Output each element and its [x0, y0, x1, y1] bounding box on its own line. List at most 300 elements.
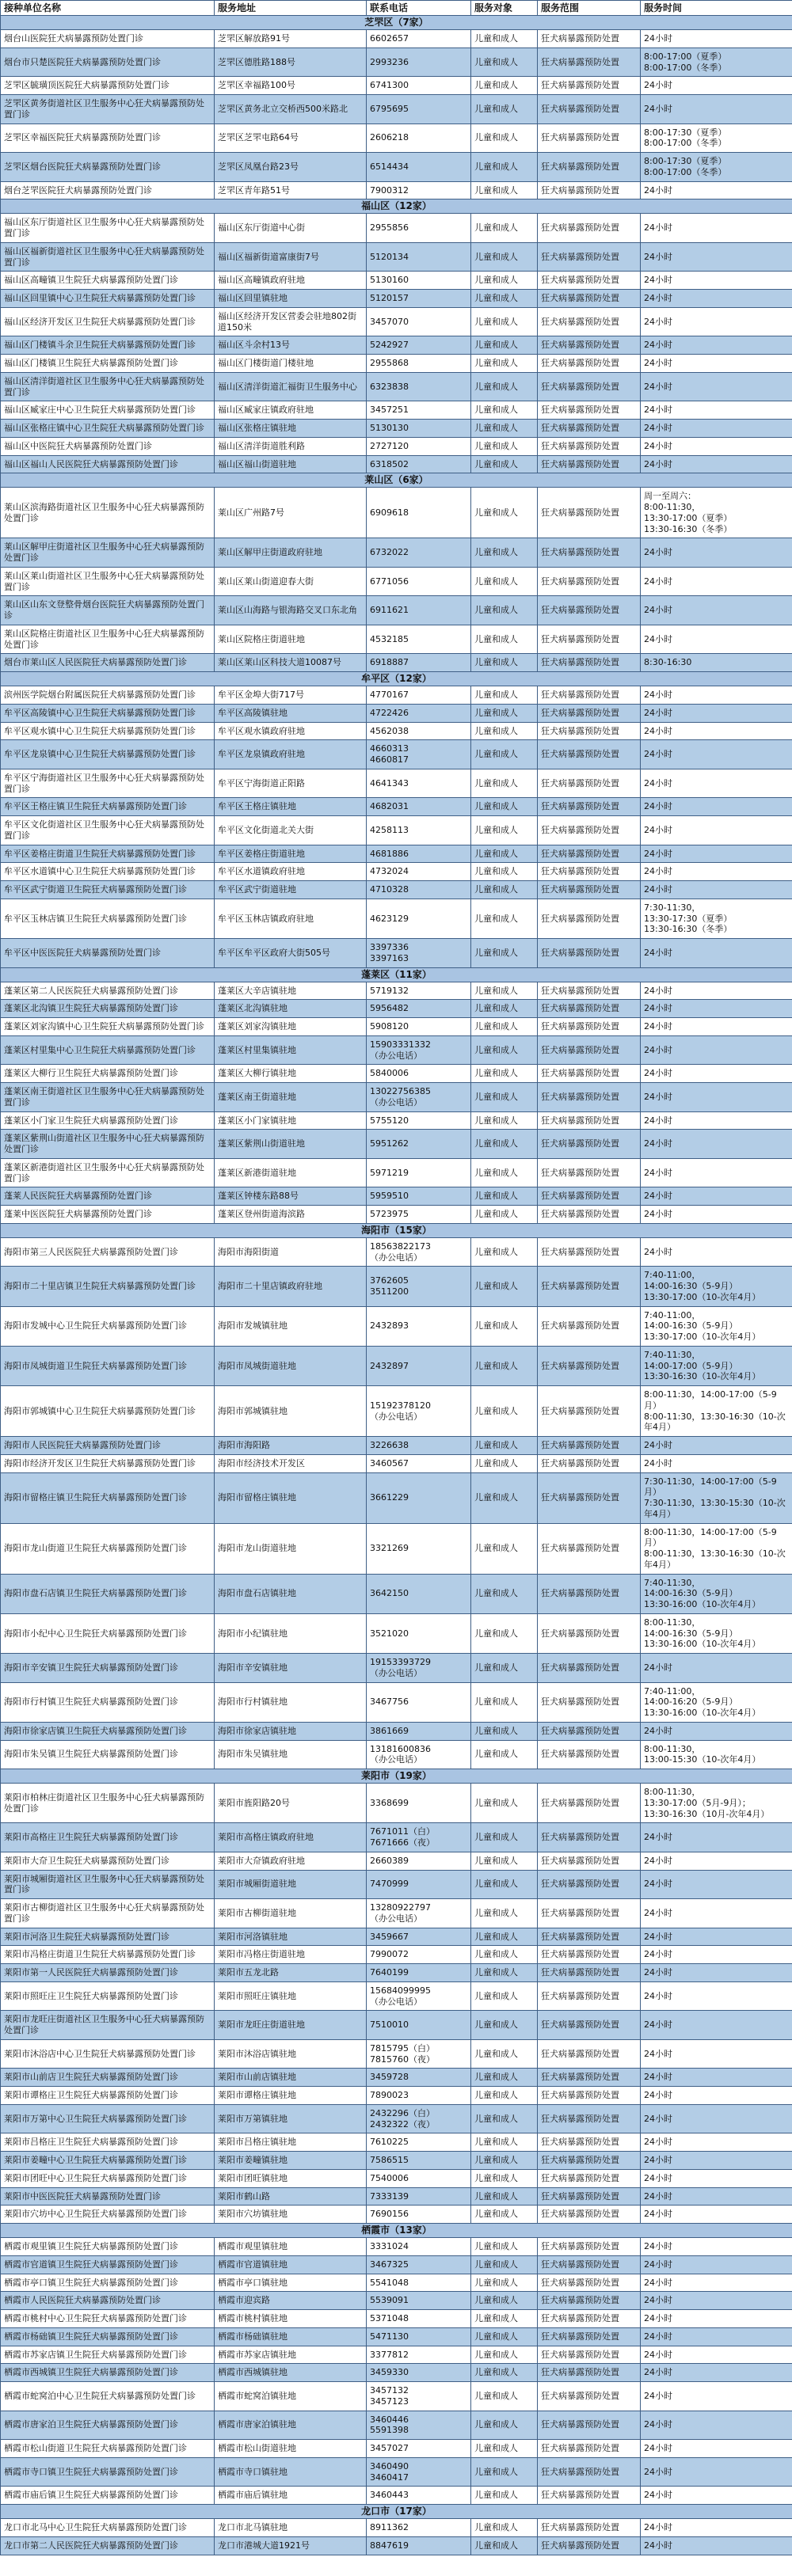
scope-cell: 狂犬病暴露预防处置: [538, 2206, 641, 2224]
target-cell: 儿童和成人: [471, 2382, 538, 2411]
scope-cell: 狂犬病暴露预防处置: [538, 272, 641, 290]
phone-cell: 6318502: [367, 455, 471, 473]
hours-cell: 24小时: [641, 77, 792, 95]
hours-cell: 24小时: [641, 401, 792, 420]
phone-cell: 4258113: [367, 816, 471, 845]
table-row: [1, 30, 792, 48]
phone-cell: 3457027: [367, 2440, 471, 2458]
address-cell: 牟平区高陵镇驻地: [215, 704, 367, 722]
unit-name-cell: 莱山区院格庄街道社区卫生服务中心狂犬病暴露预防处置门诊: [1, 625, 215, 654]
district-header-row: [1, 2224, 792, 2238]
scope-cell: 狂犬病暴露预防处置: [538, 625, 641, 654]
address-cell: 蓬莱区南王街道驻地: [215, 1083, 367, 1112]
table-row: [1, 153, 792, 182]
phone-cell: 8911362: [367, 2519, 471, 2537]
table-row: [1, 1386, 792, 1437]
address-cell: 蓬莱区登州街道海滨路: [215, 1206, 367, 1224]
hours-cell: 24小时: [641, 2327, 792, 2346]
table-row: [1, 272, 792, 290]
scope-cell: 狂犬病暴露预防处置: [538, 2327, 641, 2346]
table-row: [1, 1722, 792, 1740]
unit-name-cell: 牟平区水道镇中心卫生院狂犬病暴露预防处置门诊: [1, 863, 215, 881]
hours-cell: 24小时: [641, 290, 792, 308]
unit-name-cell: 栖霞市官道镇卫生院狂犬病暴露预防处置门诊: [1, 2255, 215, 2274]
target-cell: 儿童和成人: [471, 95, 538, 124]
unit-name-cell: 芝罘区黄务街道社区卫生服务中心狂犬病暴露预防处置门诊: [1, 95, 215, 124]
phone-cell: 3521020: [367, 1613, 471, 1653]
address-cell: 蓬莱区新港街道驻地: [215, 1158, 367, 1187]
address-cell: 栖霞市蛇窝泊镇驻地: [215, 2382, 367, 2411]
table-row: [1, 1267, 792, 1306]
address-cell: 芝罘区青年路51号: [215, 181, 367, 199]
address-cell: 莱阳市旌阳路20号: [215, 1784, 367, 1823]
phone-cell: 6741300: [367, 77, 471, 95]
address-cell: 莱阳市古柳街道驻地: [215, 1899, 367, 1928]
unit-name-cell: 莱阳市第一人民医院狂犬病暴露预防处置门诊: [1, 1964, 215, 1982]
address-cell: 海阳市海阳街道: [215, 1237, 367, 1267]
target-cell: 儿童和成人: [471, 123, 538, 153]
phone-cell: 4623129: [367, 899, 471, 938]
hours-cell: 24小时: [641, 2069, 792, 2087]
address-cell: 莱阳市照旺庄镇驻地: [215, 1981, 367, 2011]
target-cell: 儿童和成人: [471, 1928, 538, 1946]
unit-name-cell: 栖霞市西城镇卫生院狂犬病暴露预防处置门诊: [1, 2364, 215, 2382]
address-cell: 莱山区解甲庄街道政府驻地: [215, 538, 367, 568]
hours-cell: 24小时: [641, 1000, 792, 1018]
table-row: [1, 1574, 792, 1613]
phone-cell: 8847619: [367, 2536, 471, 2555]
phone-cell: 6602657: [367, 30, 471, 48]
table-row: [1, 2274, 792, 2292]
hours-cell: 24小时: [641, 2169, 792, 2187]
address-cell: 海阳市经济技术开发区: [215, 1454, 367, 1472]
target-cell: 儿童和成人: [471, 1722, 538, 1740]
unit-name-cell: 栖霞市蛇窝泊中心卫生院狂犬病暴露预防处置门诊: [1, 2382, 215, 2411]
scope-cell: 狂犬病暴露预防处置: [538, 899, 641, 938]
table-row: [1, 1437, 792, 1455]
phone-cell: 4682031: [367, 798, 471, 816]
hours-cell: 24小时: [641, 1852, 792, 1870]
target-cell: 儿童和成人: [471, 2327, 538, 2346]
phone-cell: 3226638: [367, 1437, 471, 1455]
address-cell: 福山区东厅街道中心街: [215, 214, 367, 243]
unit-name-cell: 滨州医学院烟台附属医院狂犬病暴露预防处置门诊: [1, 686, 215, 705]
phone-cell: 2432296（白） 2432322（夜）: [367, 2104, 471, 2133]
target-cell: 儿童和成人: [471, 2187, 538, 2206]
hours-cell: 24小时: [641, 1187, 792, 1206]
phone-cell: 5539091: [367, 2292, 471, 2310]
scope-cell: 狂犬病暴露预防处置: [538, 1065, 641, 1083]
target-cell: 儿童和成人: [471, 1823, 538, 1852]
phone-cell: 13022756385 （办公电话）: [367, 1083, 471, 1112]
table-row: [1, 2087, 792, 2105]
hours-cell: 24小时: [641, 437, 792, 455]
phone-cell: 2432893: [367, 1306, 471, 1346]
phone-cell: 5951262: [367, 1130, 471, 1159]
district-header-row: [1, 1769, 792, 1784]
hours-cell: 24小时: [641, 2310, 792, 2328]
table-row: [1, 2346, 792, 2364]
hours-cell: 24小时: [641, 1111, 792, 1130]
table-row: [1, 1158, 792, 1187]
target-cell: 儿童和成人: [471, 336, 538, 355]
unit-name-cell: 莱阳市吕格庄卫生院狂犬病暴露预防处置门诊: [1, 2133, 215, 2152]
scope-cell: 狂犬病暴露预防处置: [538, 2364, 641, 2382]
address-cell: 芝罘区黄务北立交桥西500米路北: [215, 95, 367, 124]
target-cell: 儿童和成人: [471, 1206, 538, 1224]
hours-cell: 24小时: [641, 95, 792, 124]
table-row: [1, 2310, 792, 2328]
unit-name-cell: 莱阳市中医医院狂犬病暴露预防处置门诊: [1, 2187, 215, 2206]
table-row: [1, 2327, 792, 2346]
phone-cell: 7333139: [367, 2187, 471, 2206]
target-cell: 儿童和成人: [471, 1130, 538, 1159]
phone-cell: 18563822173 （办公电话）: [367, 1237, 471, 1267]
unit-name-cell: 栖霞市庙后镇卫生院狂犬病暴露预防处置门诊: [1, 2487, 215, 2505]
scope-cell: 狂犬病暴露预防处置: [538, 1928, 641, 1946]
scope-cell: 狂犬病暴露预防处置: [538, 1111, 641, 1130]
hours-cell: 24小时: [641, 1981, 792, 2011]
hours-cell: 24小时: [641, 2411, 792, 2440]
address-cell: 芝罘区德胜路188号: [215, 47, 367, 77]
district-title: 牟平区（12家）: [1, 672, 792, 686]
scope-cell: 狂犬病暴露预防处置: [538, 686, 641, 705]
table-row: [1, 2206, 792, 2224]
hours-cell: 24小时: [641, 881, 792, 899]
table-row: [1, 1870, 792, 1899]
table-row: [1, 2255, 792, 2274]
hours-cell: 24小时: [641, 2133, 792, 2152]
scope-cell: 狂犬病暴露预防处置: [538, 1018, 641, 1036]
phone-cell: 7640199: [367, 1964, 471, 1982]
phone-cell: 4732024: [367, 863, 471, 881]
table-row: [1, 355, 792, 373]
unit-name-cell: 芝罘区毓璜顶医院狂犬病暴露预防处置门诊: [1, 77, 215, 95]
scope-cell: 狂犬病暴露预防处置: [538, 95, 641, 124]
phone-cell: 6911621: [367, 596, 471, 625]
hours-cell: 24小时: [641, 2487, 792, 2505]
hours-cell: 24小时: [641, 596, 792, 625]
target-cell: 儿童和成人: [471, 30, 538, 48]
scope-cell: 狂犬病暴露预防处置: [538, 769, 641, 798]
scope-cell: 狂犬病暴露预防处置: [538, 1964, 641, 1982]
target-cell: 儿童和成人: [471, 798, 538, 816]
address-cell: 莱阳市大夼镇政府驻地: [215, 1852, 367, 1870]
phone-cell: 7540006: [367, 2169, 471, 2187]
address-cell: 蓬莱区大辛店镇驻地: [215, 982, 367, 1000]
unit-name-cell: 牟平区文化街道社区卫生服务中心狂犬病暴露预防处置门诊: [1, 816, 215, 845]
header-row: [1, 1, 792, 16]
unit-name-cell: 莱阳市高格庄卫生院狂犬病暴露预防处置门诊: [1, 1823, 215, 1852]
table-row: [1, 881, 792, 899]
target-cell: 儿童和成人: [471, 654, 538, 672]
target-cell: 儿童和成人: [471, 2039, 538, 2069]
table-row: [1, 1237, 792, 1267]
address-cell: 莱阳市姜疃镇驻地: [215, 2152, 367, 2170]
target-cell: 儿童和成人: [471, 401, 538, 420]
hours-cell: 24小时: [641, 2519, 792, 2537]
table-row: [1, 2411, 792, 2440]
hours-cell: 24小时: [641, 1065, 792, 1083]
scope-cell: 狂犬病暴露预防处置: [538, 1574, 641, 1613]
address-cell: 莱阳市龙旺庄街道驻地: [215, 2011, 367, 2040]
scope-cell: 狂犬病暴露预防处置: [538, 845, 641, 863]
target-cell: 儿童和成人: [471, 437, 538, 455]
address-cell: 福山区清洋街道胜利路: [215, 437, 367, 455]
hours-cell: 24小时: [641, 1823, 792, 1852]
address-cell: 栖霞市亭口镇驻地: [215, 2274, 367, 2292]
phone-cell: 5130130: [367, 420, 471, 438]
table-row: [1, 1654, 792, 1683]
hours-cell: 24小时: [641, 1946, 792, 1964]
unit-name-cell: 蓬莱区大柳行卫生院狂犬病暴露预防处置门诊: [1, 1065, 215, 1083]
target-cell: 儿童和成人: [471, 2206, 538, 2224]
target-cell: 儿童和成人: [471, 1437, 538, 1455]
scope-cell: 狂犬病暴露预防处置: [538, 982, 641, 1000]
hours-cell: 8:00-17:30（夏季） 8:00-17:00（冬季）: [641, 153, 792, 182]
address-cell: 蓬莱区村里集镇驻地: [215, 1035, 367, 1065]
unit-name-cell: 牟平区武宁街道卫生院狂犬病暴露预防处置门诊: [1, 881, 215, 899]
address-cell: 牟平区文化街道北关大街: [215, 816, 367, 845]
district-title: 莱山区（6家）: [1, 473, 792, 488]
address-cell: 龙口市北马镇驻地: [215, 2519, 367, 2537]
unit-name-cell: 海阳市发城中心卫生院狂犬病暴露预防处置门诊: [1, 1306, 215, 1346]
table-row: [1, 77, 792, 95]
scope-cell: 狂犬病暴露预防处置: [538, 1083, 641, 1112]
unit-name-cell: 蓬莱人民医院狂犬病暴露预防处置门诊: [1, 1187, 215, 1206]
unit-name-cell: 栖霞市苏家店镇卫生院狂犬病暴露预防处置门诊: [1, 2346, 215, 2364]
unit-name-cell: 海阳市第三人民医院狂犬病暴露预防处置门诊: [1, 1237, 215, 1267]
unit-name-cell: 莱阳市姜疃中心卫生院狂犬病暴露预防处置门诊: [1, 2152, 215, 2170]
hours-cell: 24小时: [641, 863, 792, 881]
header-scope: 服务范围: [538, 1, 641, 16]
phone-cell: 5471130: [367, 2327, 471, 2346]
table-row: [1, 123, 792, 153]
table-row: [1, 2519, 792, 2537]
target-cell: 儿童和成人: [471, 982, 538, 1000]
phone-cell: 15903331332 （办公电话）: [367, 1035, 471, 1065]
target-cell: 儿童和成人: [471, 2011, 538, 2040]
scope-cell: 狂犬病暴露预防处置: [538, 816, 641, 845]
table-row: [1, 654, 792, 672]
table-row: [1, 1981, 792, 2011]
hours-cell: 24小时: [641, 1454, 792, 1472]
target-cell: 儿童和成人: [471, 2519, 538, 2537]
address-cell: 福山区高疃镇政府驻地: [215, 272, 367, 290]
table-row: [1, 95, 792, 124]
unit-name-cell: 蓬莱区第二人民医院狂犬病暴露预防处置门诊: [1, 982, 215, 1000]
unit-name-cell: 牟平区中医医院狂犬病暴露预防处置门诊: [1, 939, 215, 968]
table-row: [1, 538, 792, 568]
address-cell: 莱山区广州路7号: [215, 488, 367, 538]
scope-cell: 狂犬病暴露预防处置: [538, 881, 641, 899]
phone-cell: 3368699: [367, 1784, 471, 1823]
target-cell: 儿童和成人: [471, 1682, 538, 1722]
hours-cell: 7:40-11:30， 14:00-16:30（5-9月） 13:30-16:00（10-次年4月）: [641, 1574, 792, 1613]
target-cell: 儿童和成人: [471, 488, 538, 538]
scope-cell: 狂犬病暴露预防处置: [538, 336, 641, 355]
phone-cell: 7815795（白） 7815760（夜）: [367, 2039, 471, 2069]
header-hours: 服务时间: [641, 1, 792, 16]
phone-cell: 4641343: [367, 769, 471, 798]
hours-cell: 7:40-11:00， 14:00-16:30（5-9月） 13:30-17:00（10-次年4月）: [641, 1306, 792, 1346]
address-cell: 莱阳市沐浴店镇驻地: [215, 2039, 367, 2069]
hours-cell: 24小时: [641, 2382, 792, 2411]
hours-cell: 24小时: [641, 2104, 792, 2133]
scope-cell: 狂犬病暴露预防处置: [538, 740, 641, 769]
phone-cell: 7470999: [367, 1870, 471, 1899]
phone-cell: 7510010: [367, 2011, 471, 2040]
address-cell: 福山区清洋街道汇福街卫生服务中心: [215, 372, 367, 401]
address-cell: 蓬莱区北沟镇驻地: [215, 1000, 367, 1018]
target-cell: 儿童和成人: [471, 2364, 538, 2382]
phone-cell: 6514434: [367, 153, 471, 182]
table-row: [1, 1346, 792, 1385]
target-cell: 儿童和成人: [471, 686, 538, 705]
table-row: [1, 2069, 792, 2087]
table-row: [1, 798, 792, 816]
hours-cell: 24小时: [641, 686, 792, 705]
unit-name-cell: 莱阳市山前店卫生院狂犬病暴露预防处置门诊: [1, 2069, 215, 2087]
scope-cell: 狂犬病暴露预防处置: [538, 654, 641, 672]
address-cell: 芝罘区凤凰台路23号: [215, 153, 367, 182]
target-cell: 儿童和成人: [471, 2440, 538, 2458]
phone-cell: 5723975: [367, 1206, 471, 1224]
hours-cell: 24小时: [641, 2187, 792, 2206]
unit-name-cell: 海阳市朱吴镇卫生院狂犬病暴露预防处置门诊: [1, 1740, 215, 1769]
hours-cell: 24小时: [641, 2536, 792, 2555]
unit-name-cell: 海阳市人民医院狂犬病暴露预防处置门诊: [1, 1437, 215, 1455]
hours-cell: 24小时: [641, 242, 792, 272]
unit-name-cell: 福山区臧家庄中心卫生院狂犬病暴露预防处置门诊: [1, 401, 215, 420]
phone-cell: 3460446 5591398: [367, 2411, 471, 2440]
table-row: [1, 1111, 792, 1130]
unit-name-cell: 莱阳市万第中心卫生院狂犬病暴露预防处置门诊: [1, 2104, 215, 2133]
unit-name-cell: 福山区东厅街道社区卫生服务中心狂犬病暴露预防处置门诊: [1, 214, 215, 243]
table-row: [1, 437, 792, 455]
hours-cell: 24小时: [641, 538, 792, 568]
header-phone: 联系电话: [367, 1, 471, 16]
scope-cell: 狂犬病暴露预防处置: [538, 2292, 641, 2310]
target-cell: 儿童和成人: [471, 2104, 538, 2133]
phone-cell: 15684099995 （办公电话）: [367, 1981, 471, 2011]
district-header-row: [1, 473, 792, 488]
table-row: [1, 1035, 792, 1065]
address-cell: 海阳市海阳路: [215, 1437, 367, 1455]
phone-cell: 7900312: [367, 181, 471, 199]
address-cell: 海阳市二十里店镇政府驻地: [215, 1267, 367, 1306]
target-cell: 儿童和成人: [471, 567, 538, 596]
table-row: [1, 845, 792, 863]
scope-cell: 狂犬病暴露预防处置: [538, 538, 641, 568]
target-cell: 儿童和成人: [471, 899, 538, 938]
hours-cell: 24小时: [641, 2364, 792, 2382]
phone-cell: 4770167: [367, 686, 471, 705]
phone-cell: 5908120: [367, 1018, 471, 1036]
table-row: [1, 1613, 792, 1653]
target-cell: 儿童和成人: [471, 769, 538, 798]
hours-cell: 24小时: [641, 2039, 792, 2069]
address-cell: 栖霞市官道镇驻地: [215, 2255, 367, 2274]
hours-cell: 24小时: [641, 2206, 792, 2224]
scope-cell: 狂犬病暴露预防处置: [538, 2382, 641, 2411]
unit-name-cell: 莱阳市柏林庄街道社区卫生服务中心狂犬病暴露预防处置门诊: [1, 1784, 215, 1823]
table-body: [1, 16, 792, 2555]
scope-cell: 狂犬病暴露预防处置: [538, 1035, 641, 1065]
district-title: 栖霞市（13家）: [1, 2224, 792, 2238]
unit-name-cell: 烟台山医院狂犬病暴露预防处置门诊: [1, 30, 215, 48]
hours-cell: 8:00-11:30， 13:30-17:00（5月-9月）； 13:30-16:30（10月-次年4月）: [641, 1784, 792, 1823]
unit-name-cell: 海阳市龙山街道卫生院狂犬病暴露预防处置门诊: [1, 1523, 215, 1574]
address-cell: 蓬莱区小门家镇驻地: [215, 1111, 367, 1130]
scope-cell: 狂犬病暴露预防处置: [538, 30, 641, 48]
table-row: [1, 1928, 792, 1946]
address-cell: 福山区经济开发区营委会驻地802街道150米: [215, 307, 367, 336]
unit-name-cell: 莱阳市城厢街道社区卫生服务中心狂犬病暴露预防处置门诊: [1, 1870, 215, 1899]
table-row: [1, 214, 792, 243]
target-cell: 儿童和成人: [471, 1946, 538, 1964]
unit-name-cell: 莱阳市河洛卫生院狂犬病暴露预防处置门诊: [1, 1928, 215, 1946]
target-cell: 儿童和成人: [471, 181, 538, 199]
hours-cell: 24小时: [641, 455, 792, 473]
address-cell: 蓬莱区紫荆山街道驻地: [215, 1130, 367, 1159]
unit-name-cell: 芝罘区幸福医院狂犬病暴露预防处置门诊: [1, 123, 215, 153]
table-row: [1, 2487, 792, 2505]
address-cell: 栖霞市杨础镇驻地: [215, 2327, 367, 2346]
hours-cell: 24小时: [641, 2011, 792, 2040]
hours-cell: 24小时: [641, 1206, 792, 1224]
scope-cell: 狂犬病暴露预防处置: [538, 1899, 641, 1928]
unit-name-cell: 海阳市经济开发区卫生院狂犬病暴露预防处置门诊: [1, 1454, 215, 1472]
table-row: [1, 1130, 792, 1159]
address-cell: 莱阳市山前店镇驻地: [215, 2069, 367, 2087]
table-row: [1, 1523, 792, 1574]
scope-cell: 狂犬病暴露预防处置: [538, 1523, 641, 1574]
table-row: [1, 939, 792, 968]
unit-name-cell: 海阳市小纪中心卫生院狂犬病暴露预防处置门诊: [1, 1613, 215, 1653]
table-row: [1, 1306, 792, 1346]
table-row: [1, 307, 792, 336]
hours-cell: 24小时: [641, 372, 792, 401]
district-title: 海阳市（15家）: [1, 1223, 792, 1237]
scope-cell: 狂犬病暴露预防处置: [538, 1454, 641, 1472]
scope-cell: 狂犬病暴露预防处置: [538, 1870, 641, 1899]
address-cell: 莱阳市城厢街道驻地: [215, 1870, 367, 1899]
target-cell: 儿童和成人: [471, 290, 538, 308]
address-cell: 莱山区山海路与银海路交叉口东北角: [215, 596, 367, 625]
scope-cell: 狂犬病暴露预防处置: [538, 2133, 641, 2152]
hours-cell: 24小时: [641, 625, 792, 654]
unit-name-cell: 栖霞市亭口镇卫生院狂犬病暴露预防处置门诊: [1, 2274, 215, 2292]
hours-cell: 7:40-11:00， 14:00-16:30（5-9月） 13:30-17:00（10-次年4月）: [641, 1267, 792, 1306]
table-row: [1, 686, 792, 705]
scope-cell: 狂犬病暴露预防处置: [538, 704, 641, 722]
phone-cell: 5242927: [367, 336, 471, 355]
hours-cell: 24小时: [641, 1130, 792, 1159]
scope-cell: 狂犬病暴露预防处置: [538, 2238, 641, 2256]
hours-cell: 7:40-11:30， 14:00-17:00（5-9月） 13:30-16:30（10-次年4月）: [641, 1346, 792, 1385]
phone-cell: 5840006: [367, 1065, 471, 1083]
hours-cell: 24小时: [641, 2457, 792, 2487]
scope-cell: 狂犬病暴露预防处置: [538, 1613, 641, 1653]
unit-name-cell: 莱阳市古柳街道社区卫生服务中心狂犬病暴露预防处置门诊: [1, 1899, 215, 1928]
target-cell: 儿童和成人: [471, 1065, 538, 1083]
scope-cell: 狂犬病暴露预防处置: [538, 2440, 641, 2458]
unit-name-cell: 蓬莱中医医院狂犬病暴露预防处置门诊: [1, 1206, 215, 1224]
hours-cell: 7:40-11:00， 14:00-16:20（5-9月） 13:30-16:00（10-次年4月）: [641, 1682, 792, 1722]
phone-cell: 4532185: [367, 625, 471, 654]
unit-name-cell: 栖霞市寺口镇卫生院狂犬病暴露预防处置门诊: [1, 2457, 215, 2487]
